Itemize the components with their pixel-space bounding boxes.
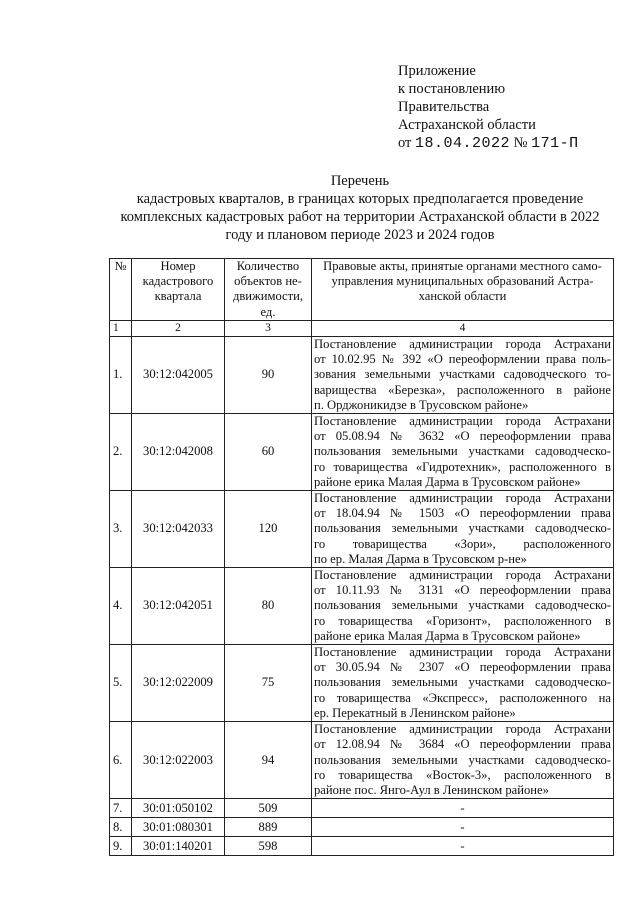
row-count: 60 (225, 414, 312, 491)
appendix-line-2: к постановлению (398, 81, 506, 97)
row-act: Постановление администрации города Астрахани от 12.08.94 № 3684 «О переоформлении права пользования земельными участками садоводческо- го товарищества «Восток-3», расположенного в районе пос. Янго-Аул в Ленинском районе» (312, 722, 614, 799)
appendix-line-4: Астраханской области (398, 117, 536, 133)
row-number: 9. (110, 837, 132, 856)
row-count: 120 (225, 491, 312, 568)
row-act: - (312, 818, 614, 837)
table-row (110, 837, 614, 856)
index-cell-4: 4 (312, 320, 614, 336)
row-act: Постановление администрации города Астрахани от 30.05.94 № 2307 «О переоформлении права пользования земельными участками садоводческо- го товарищества «Экспресс», расположенного на ер. Перекатный в Ленинском районе» (312, 645, 614, 722)
appendix-date: 18.04.2022 (415, 135, 511, 152)
header-acts: Правовые акты, принятые органами местного само- управления муниципальных образований Астра- ханской области (312, 259, 614, 321)
table-row (110, 722, 614, 799)
row-quarter: 30:01:140201 (132, 837, 225, 856)
index-cell-3: 3 (225, 320, 312, 336)
row-number: 7. (110, 799, 132, 818)
quarters-table (109, 258, 614, 856)
header-count: Количество объектов не- движимости, ед. (225, 259, 312, 321)
row-quarter: 30:12:042005 (132, 337, 225, 414)
table-row (110, 414, 614, 491)
row-count: 90 (225, 337, 312, 414)
appendix-line-1: Приложение (398, 63, 476, 79)
row-quarter: 30:01:050102 (132, 799, 225, 818)
row-act: Постановление администрации города Астрахани от 05.08.94 № 3632 «О переоформлении права пользования земельными участками садоводческо- го товарищества «Гидротехник», расположенного в районе ерика Малая Дарма в Трусовском районе» (312, 414, 614, 491)
row-number: 1. (110, 337, 132, 414)
title-line-1: кадастровых кварталов, в границах которых предполагается проведение (136, 191, 584, 207)
row-count: 509 (225, 799, 312, 818)
table-row (110, 818, 614, 837)
row-count: 889 (225, 818, 312, 837)
title-line-3: году и плановом периоде 2023 и 2024 годов (225, 227, 495, 243)
row-act: - (312, 837, 614, 856)
row-number: 3. (110, 491, 132, 568)
appendix-num-label: № (513, 135, 528, 151)
row-number: 4. (110, 568, 132, 645)
table-row (110, 645, 614, 722)
row-quarter: 30:12:042008 (132, 414, 225, 491)
row-number: 5. (110, 645, 132, 722)
table-row (110, 799, 614, 818)
row-quarter: 30:12:022003 (132, 722, 225, 799)
appendix-date-line (398, 134, 579, 153)
appendix-line-3: Правительства (398, 99, 490, 115)
row-act: - (312, 799, 614, 818)
row-quarter: 30:12:042033 (132, 491, 225, 568)
appendix-number: 171-П (531, 135, 579, 152)
row-count: 75 (225, 645, 312, 722)
table-row (110, 491, 614, 568)
row-number: 2. (110, 414, 132, 491)
row-number: 8. (110, 818, 132, 837)
table-header-row (110, 259, 614, 321)
row-count: 80 (225, 568, 312, 645)
row-act: Постановление администрации города Астрахани от 10.11.93 № 3131 «О переоформлении права пользования земельными участками садоводческо- го товарищества «Горизонт», расположенного в районе ерика Малая Дарма в Трусовском районе» (312, 568, 614, 645)
table-row (110, 337, 614, 414)
row-act: Постановление администрации города Астрахани от 10.02.95 № 392 «О переоформлении права поль- зования земельными участками садоводческого то- варищества «Березка», расположенного в районе п. Орджоникидзе в Трусовском районе» (312, 337, 614, 414)
row-quarter: 30:12:022009 (132, 645, 225, 722)
title-line-2: комплексных кадастровых работ на территории Астраханской области в 2022 (120, 209, 600, 225)
row-count: 598 (225, 837, 312, 856)
table-index-row (110, 320, 614, 336)
header-quarter: Номер кадастрового квартала (132, 259, 225, 321)
row-number: 6. (110, 722, 132, 799)
title-heading: Перечень (330, 173, 390, 189)
document-title (60, 172, 640, 244)
header-num: № (110, 259, 132, 321)
appendix-block (398, 62, 579, 153)
row-act: Постановление администрации города Астрахани от 18.04.94 № 1503 «О переоформлении права пользования земельными участками садоводческо- го товарищества «Зори», расположенного по ер. Малая Дарма в Трусовском р-не» (312, 491, 614, 568)
row-quarter: 30:12:042051 (132, 568, 225, 645)
row-quarter: 30:01:080301 (132, 818, 225, 837)
index-cell-2: 2 (132, 320, 225, 336)
row-count: 94 (225, 722, 312, 799)
table-row (110, 568, 614, 645)
appendix-from-label: от (398, 135, 412, 151)
index-cell-1: 1 (110, 320, 132, 336)
